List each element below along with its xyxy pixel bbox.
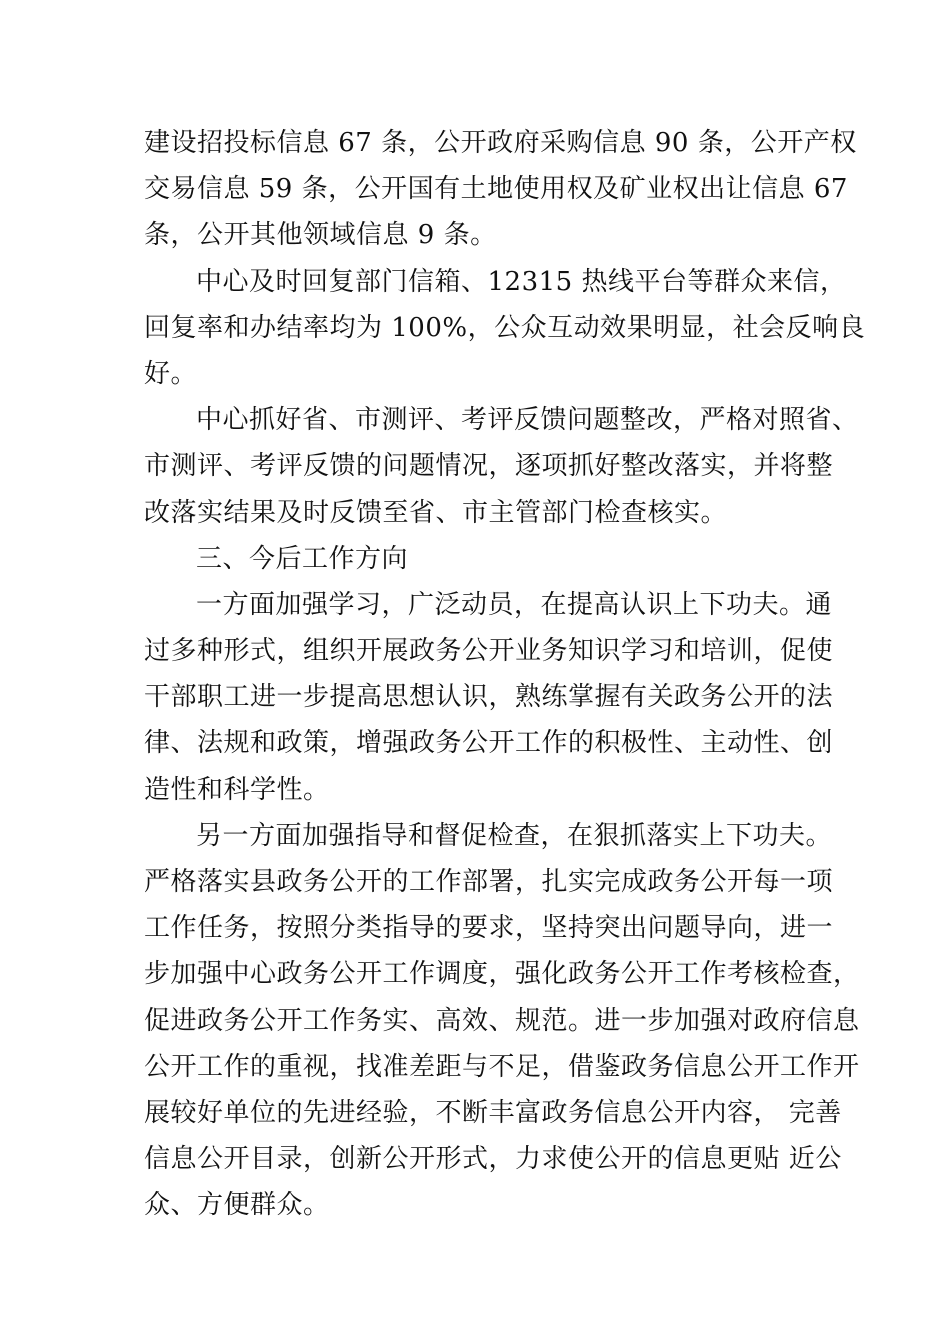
section-heading xyxy=(144,536,834,582)
text-line: 展较好单位的先进经验，不断丰富政务信息公开内容， 完善 xyxy=(144,1097,842,1128)
text-line: 建设招投标信息 67 条，公开政府采购信息 90 条，公开产权 xyxy=(144,128,857,158)
paragraph-5 xyxy=(144,582,834,813)
text-line: 步加强中心政务公开工作调度，强化政务公开工作考核检查， xyxy=(144,959,860,990)
text-line: 条，公开其他领域信息 9 条。 xyxy=(144,220,497,251)
text-line: 中心及时回复部门信箱、12315 热线平台等群众来信， xyxy=(196,266,847,297)
text-line: 律、法规和政策，增强政务公开工作的积极性、主动性、创 xyxy=(144,728,834,759)
section-heading-text: 三、今后工作方向 xyxy=(196,543,409,574)
text-line: 信息公开目录，创新公开形式，力求使公开的信息更贴 近公 xyxy=(144,1144,842,1175)
paragraph-3 xyxy=(144,397,859,536)
text-line: 众、方便群众。 xyxy=(144,1190,330,1221)
paragraph-6 xyxy=(144,813,860,1229)
text-line: 一方面加强学习，广泛动员，在提高认识上下功夫。通 xyxy=(196,589,833,620)
text-line: 工作任务，按照分类指导的要求，坚持突出问题导向，进一 xyxy=(144,913,834,944)
text-line: 中心抓好省、市测评、考评反馈问题整改，严格对照省、 xyxy=(196,405,859,436)
text-line: 好。 xyxy=(144,358,198,389)
text-line: 造性和科学性。 xyxy=(144,774,330,805)
text-line: 过多种形式，组织开展政务公开业务知识学习和培训，促使 xyxy=(144,636,834,667)
text-line: 市测评、考评反馈的问题情况，逐项抓好整改落实，并将整 xyxy=(144,451,834,482)
text-line: 公开工作的重视，找准差距与不足，借鉴政务信息公开工作开 xyxy=(144,1051,860,1082)
text-line: 严格落实县政务公开的工作部署，扎实完成政务公开每一项 xyxy=(144,867,834,897)
document-body xyxy=(144,120,866,1229)
paragraph-2 xyxy=(144,259,866,398)
text-line: 另一方面加强指导和督促检查，在狠抓落实上下功夫。 xyxy=(196,820,833,851)
text-line: 回复率和办结率均为 100%，公众互动效果明显，社会反响良 xyxy=(144,312,866,343)
text-line: 促进政务公开工作务实、高效、规范。进一步加强对政府信息 xyxy=(144,1005,860,1036)
text-line: 干部职工进一步提高思想认识，熟练掌握有关政务公开的法 xyxy=(144,682,834,713)
text-line: 交易信息 59 条，公开国有土地使用权及矿业权出让信息 67 xyxy=(144,174,848,205)
paragraph-1 xyxy=(144,120,857,259)
text-line: 改落实结果及时反馈至省、市主管部门检查核实。 xyxy=(144,497,728,528)
